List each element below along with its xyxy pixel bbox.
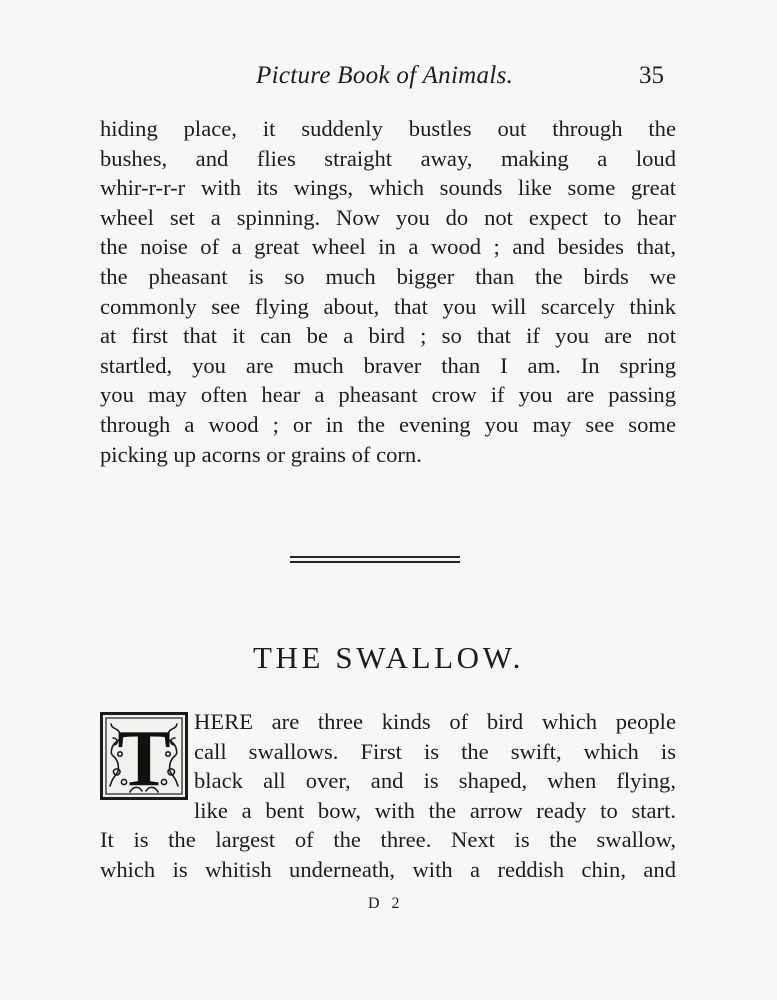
paragraph-line: the pheasant is so much bigger than the birds we (100, 263, 676, 289)
paragraph-line: It is the largest of the three. Next is the swallow, (100, 827, 676, 853)
pheasant-paragraph (100, 114, 676, 469)
paragraph-line: startled, you are much braver than I am. In spring (100, 352, 676, 378)
paragraph-line: bushes, and flies straight away, making a loud (100, 145, 676, 171)
paragraph-line: picking up acorns or grains of corn. (100, 441, 422, 467)
printer-signature: D 2 (368, 895, 404, 912)
paragraph-line: through a wood ; or in the evening you may see some (100, 411, 676, 437)
paragraph-line: which is whitish underneath, with a reddish chin, and (100, 856, 676, 882)
running-title: Picture Book of Animals. (256, 62, 514, 89)
page-number: 35 (639, 62, 664, 89)
paragraph-line: HERE are three kinds of bird which people (194, 709, 676, 734)
divider-rule-top (290, 556, 460, 558)
paragraph-line: whir-r-r-r with its wings, which sounds like some great (100, 175, 676, 201)
paragraph-line: you may often hear a pheasant crow if you are passing (100, 382, 676, 408)
section-divider (290, 556, 460, 564)
paragraph-line: commonly see flying about, that you will scarcely think (100, 293, 676, 319)
paragraph-line: at first that it can be a bird ; so that if you are not (100, 323, 676, 349)
paragraph-line: wheel set a spinning. Now you do not expect to hear (100, 204, 676, 230)
drop-cap-letter: T (117, 715, 171, 800)
divider-rule-bottom (290, 561, 460, 563)
paragraph-line: call swallows. First is the swift, which is (194, 738, 676, 764)
running-head (0, 58, 777, 94)
paragraph-line: hiding place, it suddenly bustles out through the (100, 116, 676, 141)
swallow-paragraph (100, 707, 676, 885)
paragraph-line: like a bent bow, with the arrow ready to start. (194, 797, 676, 823)
ornamental-initial-t-icon (100, 712, 188, 800)
paragraph-line: black all over, and is shaped, when flying, (194, 768, 676, 794)
section-title: THE SWALLOW. (252, 640, 525, 675)
paragraph-line: the noise of a great wheel in a wood ; and besides that, (100, 234, 676, 260)
